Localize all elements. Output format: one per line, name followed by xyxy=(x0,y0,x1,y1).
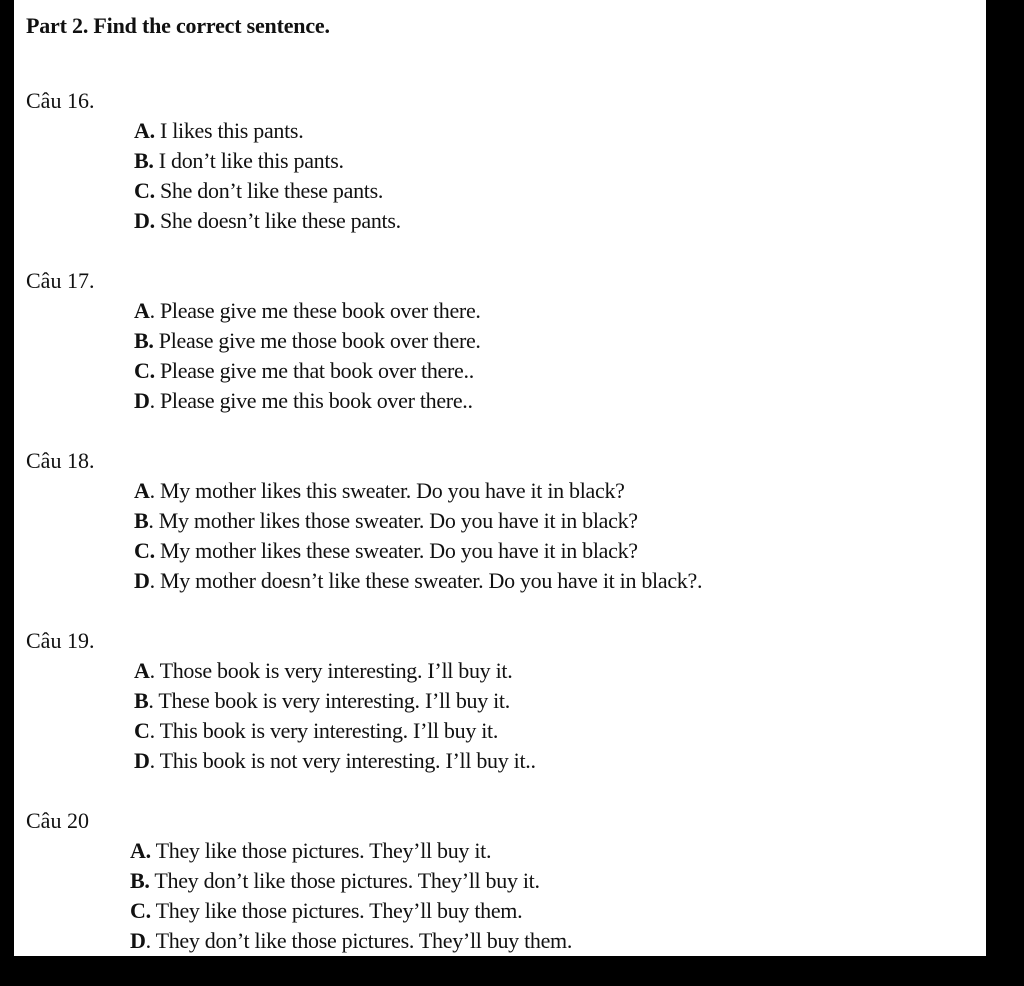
option-letter: D xyxy=(134,748,150,773)
option-d xyxy=(130,926,966,956)
option-list xyxy=(134,296,966,416)
option-text: . My mother likes this sweater. Do you have it in black? xyxy=(149,478,625,503)
option-letter: A. xyxy=(134,118,155,143)
worksheet xyxy=(26,8,966,986)
option-text: . These book is very interesting. I’ll buy it. xyxy=(148,688,510,713)
option-text: She doesn’t like these pants. xyxy=(154,208,401,233)
question-17 xyxy=(26,266,966,416)
question-label: Câu 16. xyxy=(26,88,95,113)
option-letter: B xyxy=(134,688,149,713)
option-text: Please give me that book over there.. xyxy=(154,358,474,383)
option-letter: D xyxy=(130,928,146,953)
option-letter: A xyxy=(134,478,150,503)
option-text: I likes this pants. xyxy=(154,118,304,143)
part-title: Part 2. Find the correct sentence. xyxy=(26,13,330,38)
option-list xyxy=(134,476,966,596)
option-text: . Those book is very interesting. I’ll buy it. xyxy=(149,658,513,683)
option-letter: B. xyxy=(134,148,154,173)
option-letter: B xyxy=(134,508,149,533)
option-letter: A. xyxy=(130,838,151,863)
option-list xyxy=(130,836,966,956)
option-a xyxy=(130,836,966,866)
option-text: They like those pictures. They’ll buy them. xyxy=(150,898,523,923)
option-b xyxy=(134,686,966,716)
option-text: . My mother doesn’t like these sweater. Do you have it in black?. xyxy=(149,568,703,593)
option-text: . This book is not very interesting. I’ll buy it.. xyxy=(149,748,536,773)
option-text: Please give me those book over there. xyxy=(153,328,481,353)
question-label: Câu 19. xyxy=(26,628,95,653)
question-19 xyxy=(26,626,966,776)
option-c xyxy=(134,356,966,386)
option-text: . They don’t like those pictures. They’ll buy them. xyxy=(145,928,573,953)
option-letter: C. xyxy=(130,898,151,923)
option-text: . My mother likes those sweater. Do you have it in black? xyxy=(148,508,638,533)
option-text: She don’t like these pants. xyxy=(154,178,384,203)
option-c xyxy=(134,176,966,206)
option-a xyxy=(134,656,966,686)
option-c xyxy=(134,716,966,746)
option-letter: C. xyxy=(134,178,155,203)
question-label: Câu 18. xyxy=(26,448,95,473)
option-a xyxy=(134,296,966,326)
option-b xyxy=(134,506,966,536)
option-text: They don’t like those pictures. They’ll buy it. xyxy=(149,868,540,893)
option-d xyxy=(134,206,966,236)
option-letter: D. xyxy=(134,208,155,233)
question-18 xyxy=(26,446,966,596)
document-page xyxy=(14,0,986,956)
option-list xyxy=(134,116,966,236)
option-d xyxy=(134,566,966,596)
option-letter: D xyxy=(134,388,150,413)
option-letter: C. xyxy=(134,538,155,563)
option-text: My mother likes these sweater. Do you have it in black? xyxy=(154,538,638,563)
option-text: . This book is very interesting. I’ll buy it. xyxy=(149,718,499,743)
question-label: Câu 17. xyxy=(26,268,95,293)
option-b xyxy=(134,326,966,356)
option-d xyxy=(134,386,966,416)
option-d xyxy=(134,746,966,776)
option-b xyxy=(130,866,966,896)
option-letter: D xyxy=(134,568,150,593)
option-letter: A xyxy=(134,658,150,683)
option-b xyxy=(134,146,966,176)
option-text: I don’t like this pants. xyxy=(153,148,344,173)
question-16 xyxy=(26,86,966,236)
option-letter: B. xyxy=(130,868,150,893)
option-c xyxy=(134,536,966,566)
option-c xyxy=(130,896,966,926)
option-letter: C xyxy=(134,718,150,743)
question-label: Câu 20 xyxy=(26,808,89,833)
option-a xyxy=(134,476,966,506)
option-letter: B. xyxy=(134,328,154,353)
option-text: They like those pictures. They’ll buy it. xyxy=(150,838,492,863)
option-list xyxy=(134,656,966,776)
option-letter: C. xyxy=(134,358,155,383)
question-20 xyxy=(26,806,966,956)
option-text: . Please give me this book over there.. xyxy=(149,388,473,413)
option-text: . Please give me these book over there. xyxy=(149,298,481,323)
option-letter: A xyxy=(134,298,150,323)
option-a xyxy=(134,116,966,146)
